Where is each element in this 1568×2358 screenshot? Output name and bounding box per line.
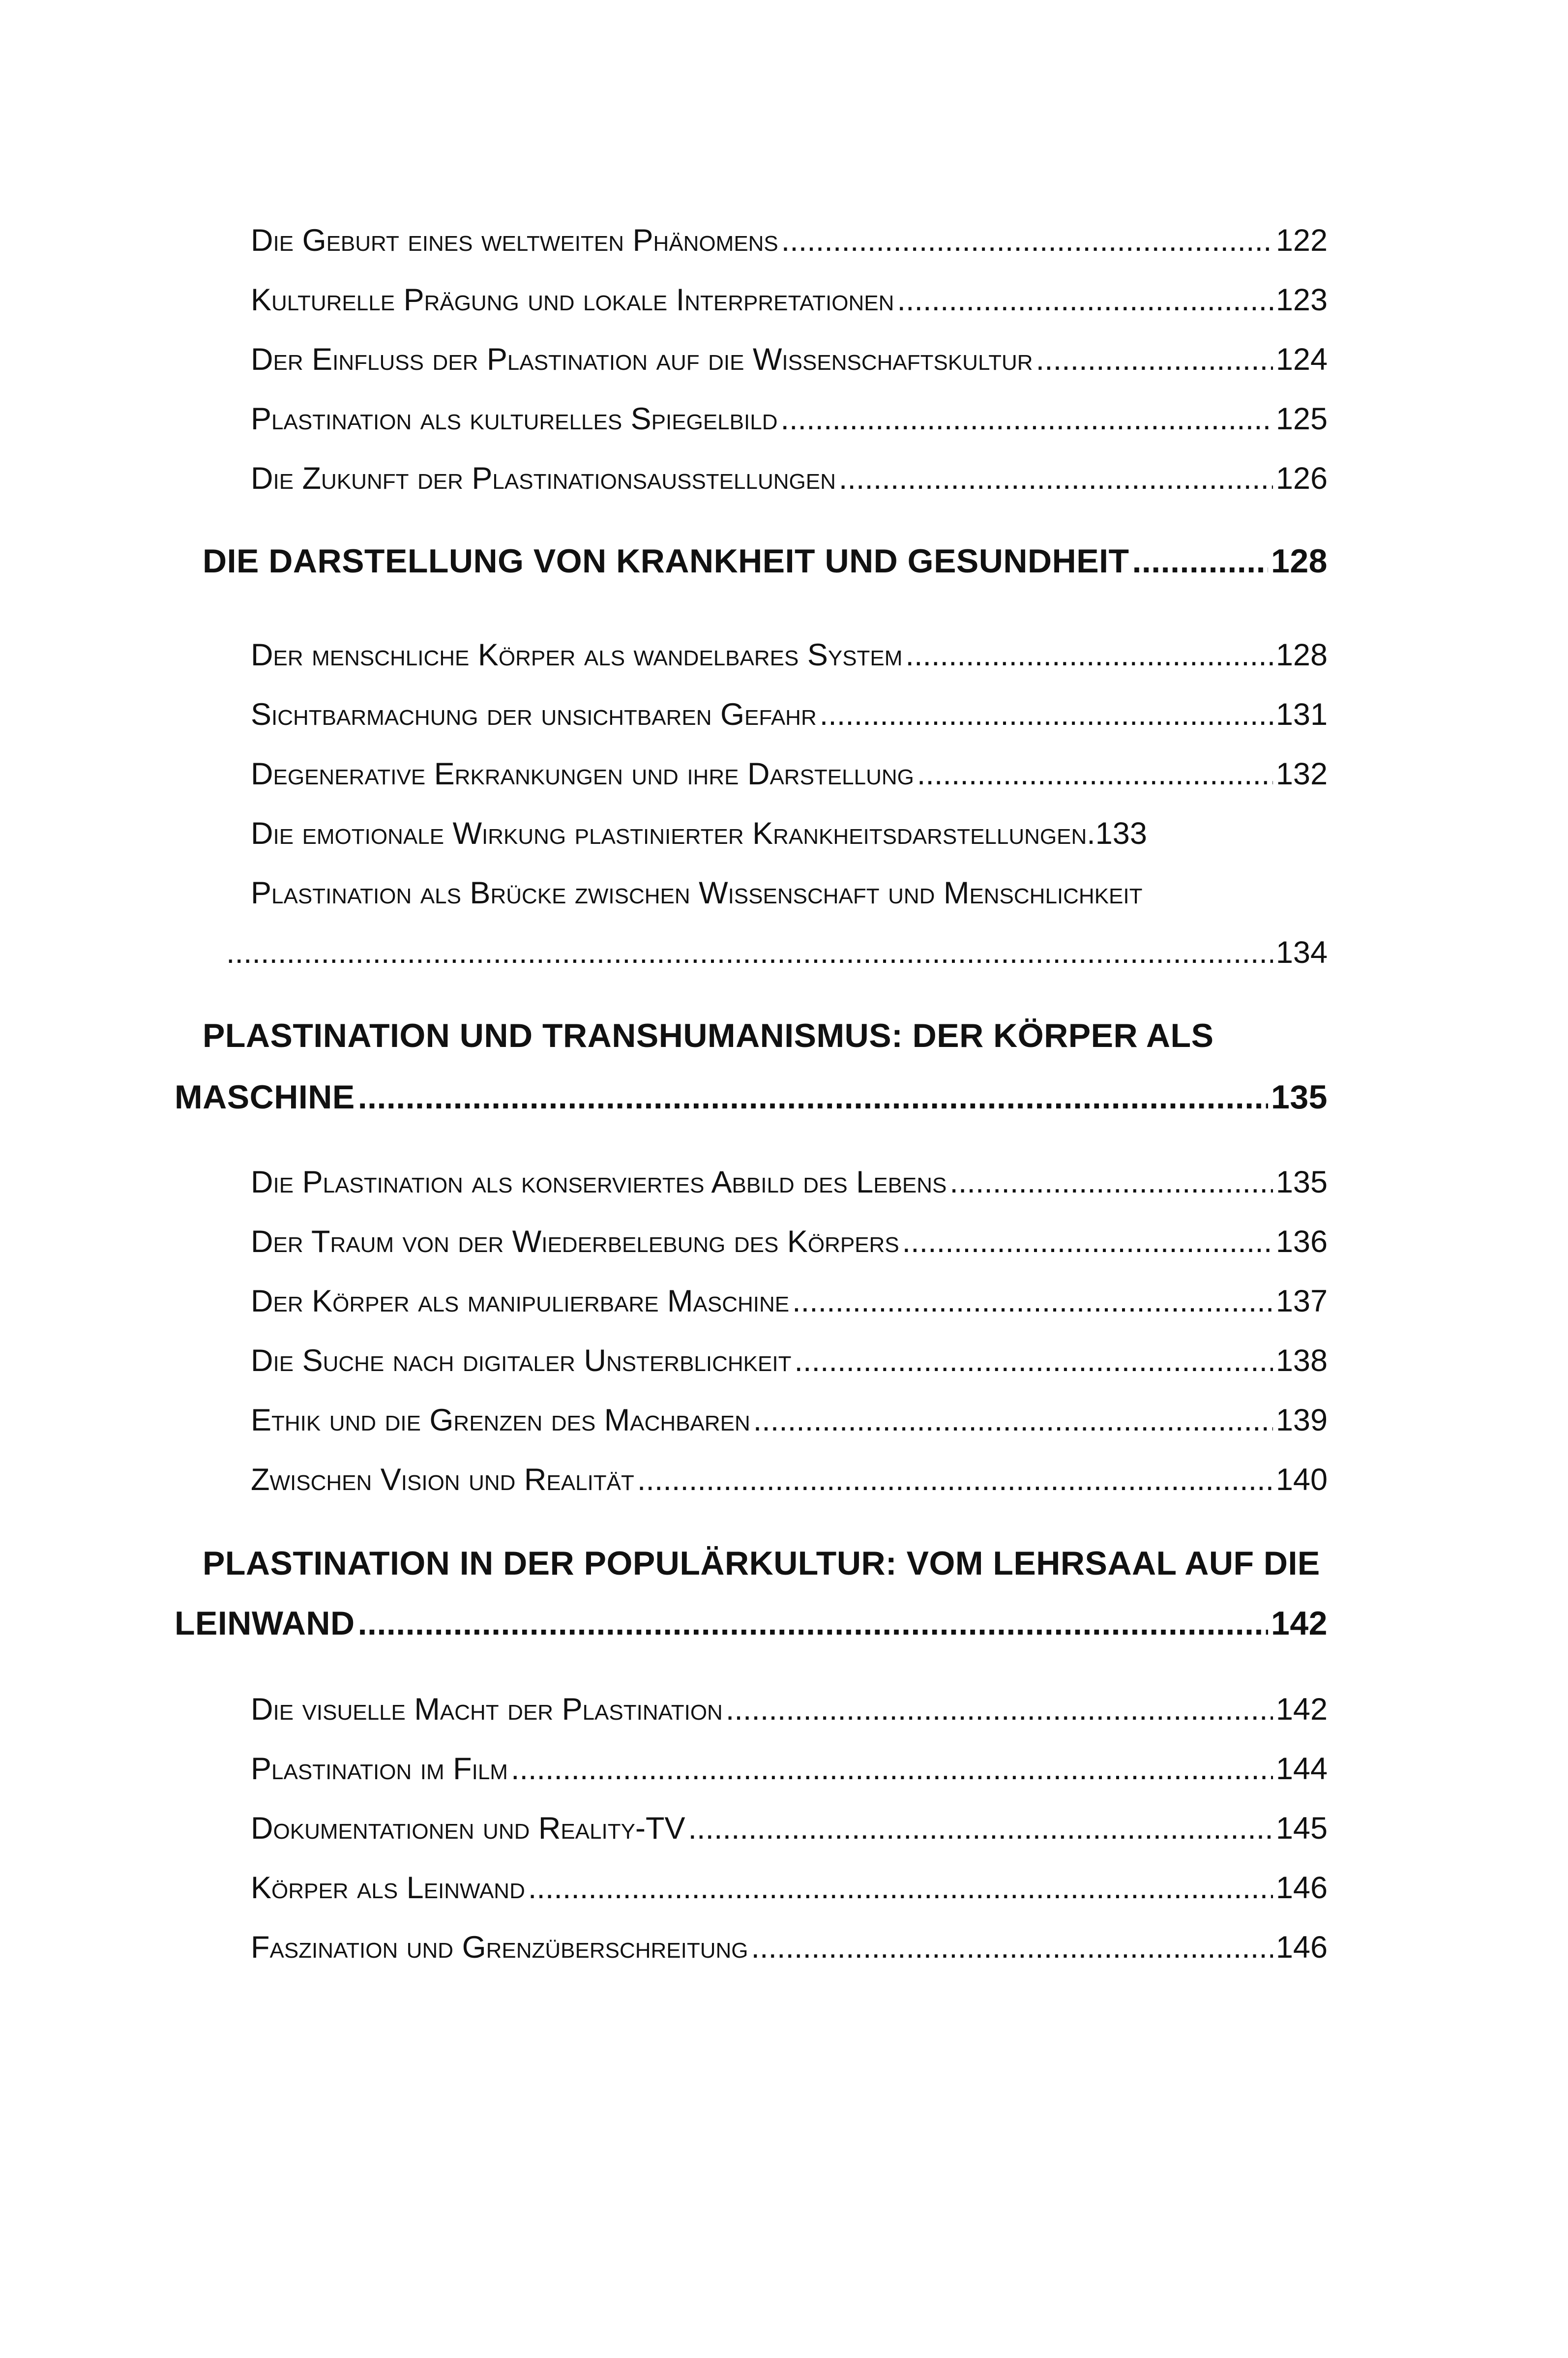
toc-entry-page: 136 (1275, 1224, 1328, 1259)
toc-entry-page: 135 (1275, 1165, 1328, 1199)
toc-entry-page: 126 (1275, 461, 1328, 496)
toc-entry (251, 1737, 1328, 1787)
dot-leader (820, 697, 1273, 732)
toc-entry (251, 1448, 1328, 1497)
dot-leader (753, 1403, 1273, 1438)
toc-entry-page: 133 (1095, 816, 1147, 851)
toc-entry (251, 1797, 1328, 1846)
dot-leader (897, 282, 1272, 318)
toc-entry (251, 1329, 1328, 1378)
toc-chapter-line1 (203, 1533, 1328, 1582)
toc-entry (251, 388, 1328, 437)
toc-entry (251, 447, 1328, 496)
toc-entry (251, 328, 1328, 377)
toc-chapter-title: PLASTINATION IN DER POPULÄRKULTUR: VOM LEHRSAAL AUF DIE (203, 1545, 1320, 1582)
dot-leader (902, 1224, 1273, 1259)
toc-entry-title: Zwischen Vision und Realität (251, 1463, 634, 1497)
dot-leader (1036, 342, 1273, 377)
toc-entry (251, 802, 1328, 851)
toc-entry-title: Der Einfluss der Plastination auf die Wissenschaftskultur (251, 342, 1033, 377)
dot-leader (949, 1164, 1272, 1200)
toc-entry-line1 (251, 862, 1328, 911)
dot-leader (751, 1930, 1273, 1965)
toc-entry-page: 146 (1275, 1871, 1328, 1905)
toc-entry-page: 128 (1275, 638, 1328, 672)
toc-entry-page: 146 (1275, 1930, 1328, 1965)
dot-leader (528, 1870, 1273, 1906)
toc-entry-page: 134 (1275, 935, 1328, 970)
toc-chapter-page: 142 (1271, 1605, 1328, 1642)
toc-entry-page: 145 (1275, 1811, 1328, 1846)
toc-chapter (203, 531, 1328, 580)
toc-entry-page: 138 (1275, 1343, 1328, 1378)
toc-entry (251, 209, 1328, 258)
dot-leader (358, 1604, 1268, 1642)
toc-entry-title: Die Plastination als konserviertes Abbild des Lebens (251, 1165, 947, 1199)
dot-leader (688, 1811, 1272, 1846)
toc-entry-title: Körper als Leinwand (251, 1871, 525, 1905)
toc-entry-page: 139 (1275, 1403, 1328, 1437)
toc-entry (251, 683, 1328, 732)
toc-chapter-line2 (175, 1067, 1328, 1116)
toc-entry-page: 123 (1275, 283, 1328, 317)
toc-entry-page: 142 (1275, 1692, 1328, 1727)
toc-entry-title: Plastination im Film (251, 1752, 508, 1786)
toc-entry-page: 122 (1275, 223, 1328, 258)
toc-entry-title: Kulturelle Prägung und lokale Interpretationen (251, 283, 894, 317)
toc-entry (251, 1856, 1328, 1906)
dot-leader (905, 637, 1272, 673)
toc-entry (251, 269, 1328, 318)
dot-leader (794, 1343, 1272, 1378)
toc-entry-title: Faszination und Grenzüberschreitung (251, 1930, 748, 1965)
dot-leader (511, 1751, 1273, 1787)
toc-entry (251, 624, 1328, 673)
toc-entry-page: 137 (1275, 1284, 1328, 1318)
toc-entry-title: Der Körper als manipulierbare Maschine (251, 1284, 790, 1318)
toc-chapter-page: 135 (1271, 1078, 1328, 1116)
toc-entry (251, 1151, 1328, 1200)
dot-leader (839, 461, 1273, 496)
toc-entry-line2 (226, 921, 1328, 970)
toc-entry (251, 1678, 1328, 1727)
dot-leader (781, 223, 1273, 258)
dot-leader (358, 1078, 1268, 1116)
toc-entry-page: 124 (1275, 342, 1328, 377)
toc-entry-page: 132 (1275, 757, 1328, 791)
dot-leader (1132, 542, 1269, 580)
dot-leader (792, 1283, 1273, 1319)
toc-entry (251, 1389, 1328, 1438)
dot-leader (780, 401, 1272, 437)
dot-leader (726, 1692, 1273, 1727)
toc-chapter-line1 (203, 1006, 1328, 1055)
dot-leader (226, 935, 1273, 970)
toc-chapter-title-cont: MASCHINE (175, 1078, 355, 1116)
toc-chapter-line2 (175, 1593, 1328, 1642)
toc-entry-title: Dokumentationen und Reality-TV (251, 1811, 685, 1846)
toc-entry-title: Die emotionale Wirkung plastinierter Krankheitsdarstellungen. (251, 816, 1095, 851)
toc-entry (251, 1270, 1328, 1319)
toc-entry-page: 131 (1275, 697, 1328, 732)
toc-entry-title: Degenerative Erkrankungen und ihre Darstellung (251, 757, 914, 791)
toc-chapter-page: 128 (1271, 542, 1328, 580)
toc-entry-title: Plastination als Brücke zwischen Wissenschaft und Menschlichkeit (251, 876, 1143, 910)
toc-entry-title: Die visuelle Macht der Plastination (251, 1692, 723, 1727)
toc-entry-title: Der Traum von der Wiederbelebung des Körpers (251, 1224, 899, 1259)
toc-entry-page: 140 (1275, 1463, 1328, 1497)
toc-entry-title: Ethik und die Grenzen des Machbaren (251, 1403, 750, 1437)
toc-entry-title: Die Zukunft der Plastinationsausstellungen (251, 461, 836, 496)
dot-leader (917, 756, 1273, 792)
toc-entry-title: Sichtbarmachung der unsichtbaren Gefahr (251, 697, 817, 732)
toc-entry-page: 125 (1275, 402, 1328, 436)
toc-entry-page: 144 (1275, 1752, 1328, 1786)
toc-entry (251, 1210, 1328, 1259)
dot-leader (637, 1462, 1273, 1497)
toc-entry (251, 1916, 1328, 1965)
toc-entry (251, 743, 1328, 792)
toc-entry-title: Plastination als kulturelles Spiegelbild (251, 402, 778, 436)
toc-entry-title: Die Suche nach digitaler Unsterblichkeit (251, 1343, 792, 1378)
toc-chapter-title: PLASTINATION UND TRANSHUMANISMUS: DER KÖRPER ALS (203, 1017, 1214, 1054)
toc-chapter-title: DIE DARSTELLUNG VON KRANKHEIT UND GESUNDHEIT (203, 542, 1129, 580)
toc-entry-title: Der menschliche Körper als wandelbares System (251, 638, 903, 672)
toc-entry-title: Die Geburt eines weltweiten Phänomens (251, 223, 778, 258)
toc-chapter-title-cont: LEINWAND (175, 1605, 355, 1642)
